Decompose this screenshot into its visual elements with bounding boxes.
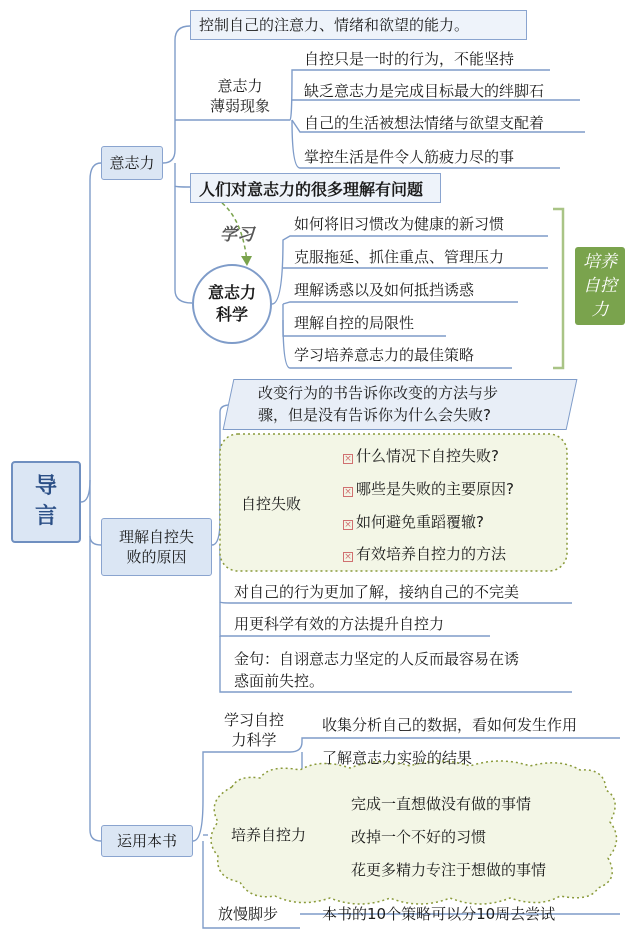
fail-item-1-text: 什么情况下自控失败? xyxy=(356,447,499,465)
science-item-4[interactable]: 理解自控的局限性 xyxy=(294,314,415,332)
weak-phenomenon-label[interactable] xyxy=(200,76,280,116)
willpower-definition[interactable] xyxy=(190,10,527,40)
fail-item-2[interactable] xyxy=(343,479,514,499)
checkbox-x-icon: × xyxy=(344,520,352,530)
weak-item-3[interactable]: 自己的生活被想法情绪与欲望支配着 xyxy=(304,114,545,132)
cultivate-line3: 力 xyxy=(591,300,609,320)
cultivate-node[interactable]: 培养自控力 xyxy=(231,826,307,844)
fail-item-1[interactable] xyxy=(343,446,499,466)
willpower-science-node[interactable] xyxy=(192,264,272,344)
understand-node[interactable]: 对自己的行为更加了解，接纳自己的不完美 xyxy=(234,583,520,601)
weak-item-4[interactable]: 掌控生活是件令人筋疲力尽的事 xyxy=(304,148,515,166)
checkbox-x-icon: × xyxy=(344,454,352,464)
cultivate-item-2[interactable]: 改掉一个不好的习惯 xyxy=(351,828,487,846)
weak-label-line2: 薄弱现象 xyxy=(209,97,270,115)
node-willpower-label: 意志力 xyxy=(109,154,155,172)
root-node[interactable] xyxy=(11,461,81,543)
science-line2: 科学 xyxy=(215,305,248,324)
node-use-book-label: 运用本书 xyxy=(116,832,177,850)
learn-science-node[interactable] xyxy=(214,710,294,750)
fail-item-3[interactable] xyxy=(343,512,484,532)
cultivate-item-3[interactable]: 花更多精力专注于想做的事情 xyxy=(351,861,547,879)
slow-down-item[interactable]: 本书的10个策略可以分10周去尝试 xyxy=(322,905,556,923)
cultivate-line1: 培养 xyxy=(583,252,617,272)
problem-text: 人们对意志力的很多理解有问题 xyxy=(199,180,424,199)
node-failure-reasons[interactable] xyxy=(101,518,212,576)
selfcontrol-fail-label[interactable]: 自控失败 xyxy=(241,495,302,513)
method-node[interactable]: 用更科学有效的方法提升自控力 xyxy=(234,615,445,633)
quote-line2: 惑面前失控。 xyxy=(234,672,325,690)
science-item-3[interactable]: 理解诱惑以及如何抵挡诱惑 xyxy=(294,281,475,299)
node-use-book[interactable] xyxy=(101,825,193,857)
science-item-2[interactable]: 克服拖延、抓住重点、管理压力 xyxy=(294,248,505,266)
willpower-definition-text: 控制自己的注意力、情绪和欲望的能力。 xyxy=(199,16,470,34)
learn-science-item-2[interactable]: 了解意志力实验的结果 xyxy=(322,749,473,767)
node-willpower[interactable] xyxy=(101,146,163,180)
learn-science-item-1[interactable]: 收集分析自己的数据，看如何发生作用 xyxy=(322,716,578,734)
weak-item-2[interactable]: 缺乏意志力是完成目标最大的绊脚石 xyxy=(304,82,545,100)
learn-science-line2: 力科学 xyxy=(231,731,277,749)
science-item-5[interactable]: 学习培养意志力的最佳策略 xyxy=(294,346,475,364)
root-line2: 言 xyxy=(34,504,57,529)
learn-label: 学习 xyxy=(220,225,254,245)
science-line1: 意志力 xyxy=(207,283,256,302)
books-node-text xyxy=(258,382,558,426)
books-node[interactable] xyxy=(228,379,572,430)
checkbox-x-icon: × xyxy=(344,487,352,497)
root-line1: 导 xyxy=(34,474,57,499)
slow-down-node[interactable]: 放慢脚步 xyxy=(218,905,279,923)
checkbox-x-icon: × xyxy=(344,552,352,562)
learn-science-line1: 学习自控 xyxy=(223,711,284,729)
books-line1: 改变行为的书告诉你改变的方法与步 xyxy=(258,384,499,402)
science-item-1[interactable]: 如何将旧习惯改为健康的新习惯 xyxy=(294,215,505,233)
fail-item-4-text: 有效培养自控力的方法 xyxy=(356,545,507,563)
problem-node[interactable] xyxy=(190,173,441,203)
weak-item-1[interactable]: 自控只是一时的行为，不能坚持 xyxy=(304,50,515,68)
books-line2: 骤，但是没有告诉你为什么会失败? xyxy=(258,406,491,424)
cultivate-line2: 自控 xyxy=(583,276,617,296)
quote-node[interactable] xyxy=(234,648,519,692)
fail-item-4[interactable] xyxy=(343,544,506,564)
quote-line1: 金句：自诩意志力坚定的人反而最容易在诱 xyxy=(234,650,520,668)
fail-item-3-text: 如何避免重蹈覆辙? xyxy=(356,513,484,531)
fail-item-2-text: 哪些是失败的主要原因? xyxy=(356,480,514,498)
failure-label-line1: 理解自控失 xyxy=(118,528,194,546)
failure-label-line2: 败的原因 xyxy=(126,548,187,566)
cultivate-item-1[interactable]: 完成一直想做没有做的事情 xyxy=(351,795,532,813)
cultivate-selfcontrol-tag[interactable] xyxy=(575,247,625,325)
weak-label-line1: 意志力 xyxy=(217,77,263,95)
